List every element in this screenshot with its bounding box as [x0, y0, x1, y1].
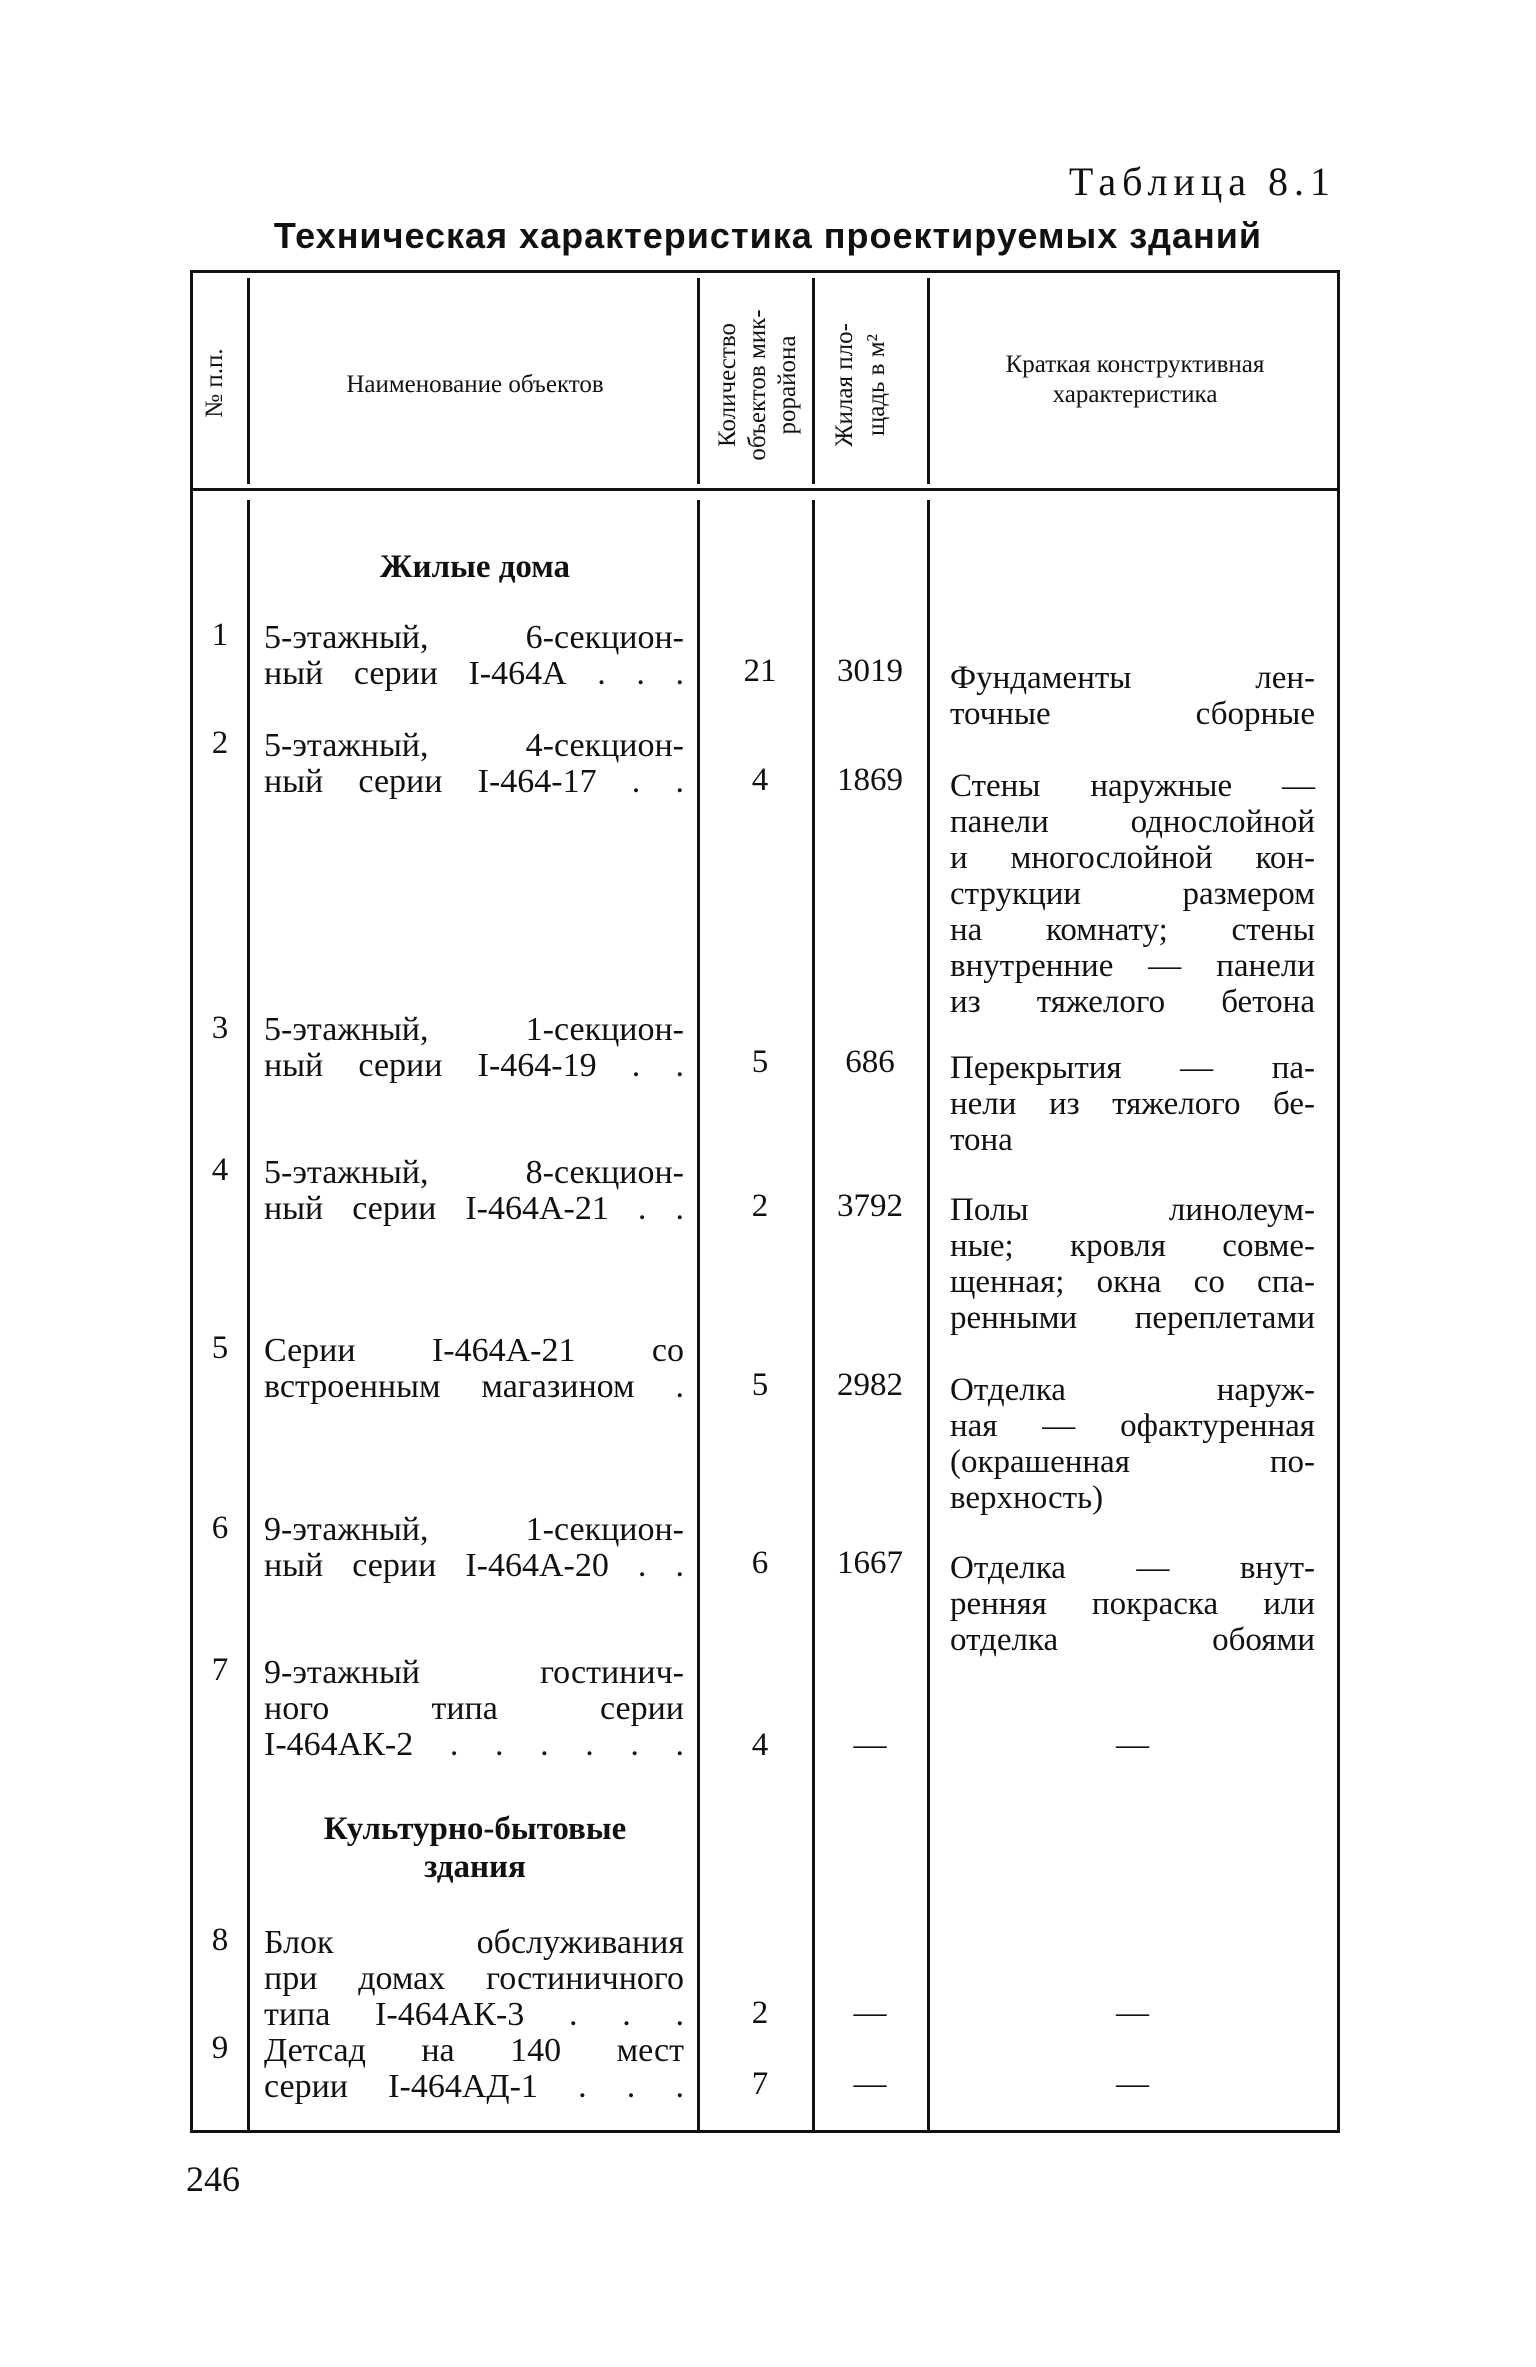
table-top-rule	[190, 270, 1340, 273]
description-block: Полы линолеум- ные; кровля совме- щенная; окна со спа- ренными переплетами	[950, 1192, 1315, 1336]
page-number: 246	[186, 2159, 240, 2199]
col-line-right	[1337, 270, 1340, 2132]
header-description: Краткая конструктивная характеристика	[1005, 351, 1265, 408]
description-block: Фундаменты лен- точные сборные	[950, 660, 1315, 732]
col-line-1	[247, 278, 250, 484]
header-bottom-rule	[190, 488, 1340, 491]
col-line-left	[190, 270, 193, 2132]
section-residential: Жилые дома	[379, 549, 571, 585]
table-title: Техническая характеристика проектируемых зданий	[273, 215, 1263, 256]
col-line-3	[812, 278, 815, 484]
table-label: Таблица 8.1	[1068, 159, 1336, 204]
header-name: Наименование объектов	[346, 371, 604, 398]
section-cultural: Культурно-бытовые здания	[323, 1811, 627, 1885]
col-line-4b	[927, 500, 930, 2130]
description-block: Стены наружные — панели однослойной и многослойной кон- струкции размером на комнату; стены внутренние — панели из тяжелого бетона	[950, 768, 1315, 1020]
description-block: Перекрытия — па- нели из тяжелого бе- тона	[950, 1050, 1315, 1158]
col-line-2	[697, 278, 700, 484]
header-num: № п.п.	[201, 348, 228, 418]
description-block: Отделка — внут- ренняя покраска или отделка обоями	[950, 1550, 1315, 1658]
col-line-3b	[812, 500, 815, 2130]
col-line-4	[927, 278, 930, 484]
table-bottom-rule	[190, 2130, 1340, 2133]
description-block: Отделка наруж- ная — офактуренная (окрашенная по- верхность)	[950, 1372, 1315, 1516]
